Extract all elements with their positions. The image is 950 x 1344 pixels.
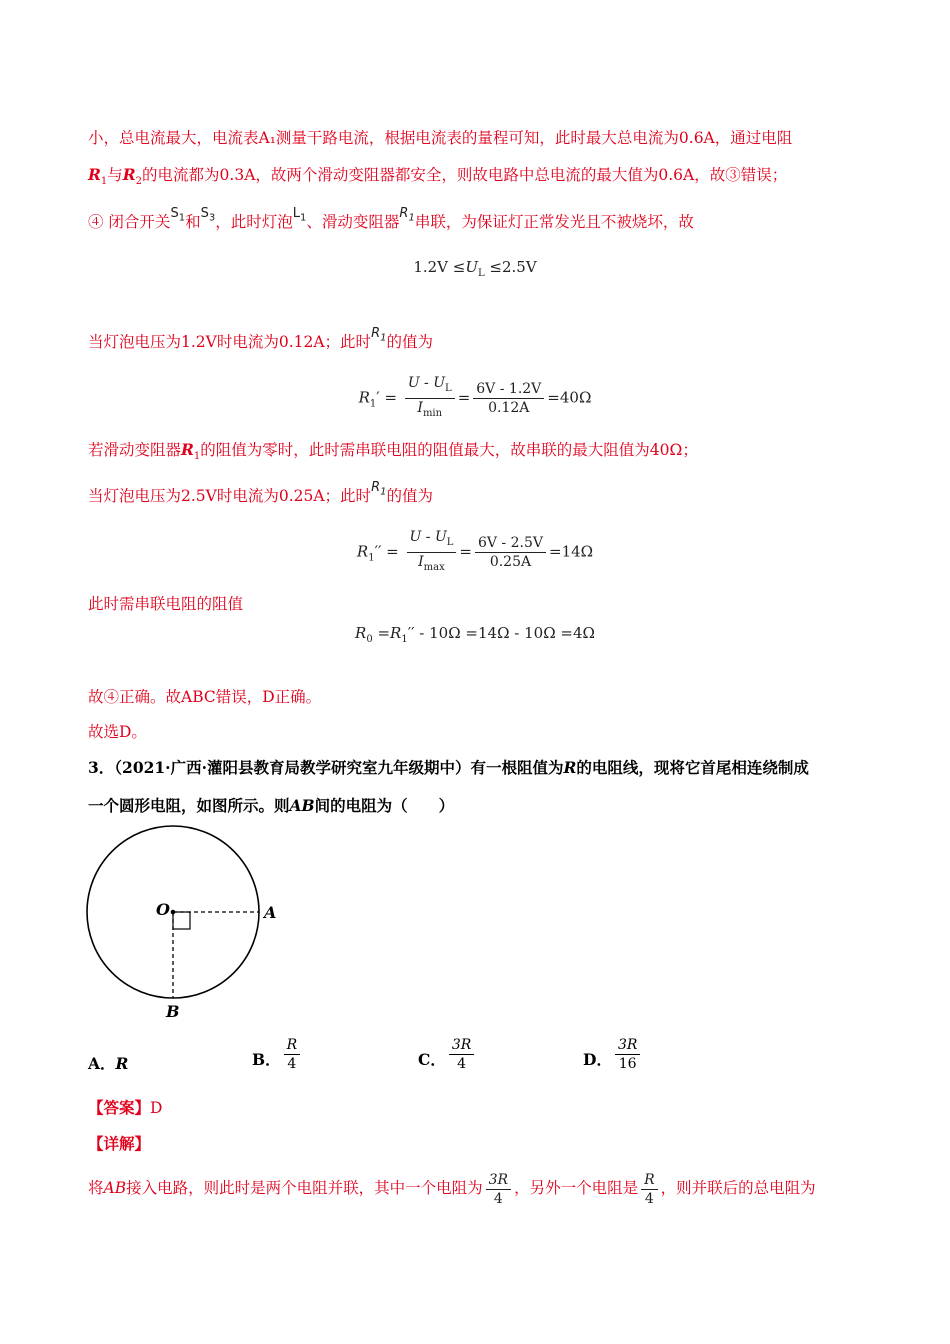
text-line: 此时需串联电阻的阻值	[88, 595, 244, 613]
circle-resistor-figure	[80, 820, 290, 1025]
text: 的值为	[386, 333, 433, 351]
text: 的电阻线，现将它首尾相连绕制成	[576, 758, 809, 777]
text: 的值为	[386, 487, 433, 505]
text: ④ 闭合开关	[88, 213, 171, 231]
equation-r0: $R_0 =R_1'' - 10\Omega =14\Omega - 10\Omega =4\Omega$	[355, 624, 595, 645]
text: ，此时灯泡	[215, 213, 293, 231]
option-c[interactable]: C． $\frac{3R}{4}$	[418, 1036, 477, 1073]
question-stem	[88, 796, 454, 816]
text: 一个圆形电阻，如图所示。则	[88, 796, 290, 815]
subscript: 2	[135, 176, 143, 188]
symbol-r1: R1	[399, 206, 415, 224]
symbol-r1: R1	[371, 326, 387, 344]
text-line: 将AB接入电路，则此时是两个电阻并联，其中一个电阻为 $\frac{3R}{4}$ ，另外一个电阻是 $\frac{R}{4}$ ，则并联后的总电阻为	[88, 1171, 816, 1207]
text-line: 若滑动变阻器$R_1$的阻值为零时，此时需串联电阻的阻值最大，故串联的最大阻值为40Ω；	[88, 440, 698, 463]
text-line	[88, 326, 433, 359]
option-a[interactable]: A．R	[88, 1054, 129, 1073]
answer-value: D	[150, 1099, 163, 1117]
text-line: 小，总电流最大，电流表A₁测量干路电流，根据电流表的量程可知，此时最大总电流为0.6A，通过电阻	[88, 129, 793, 147]
question-stem	[88, 758, 809, 778]
answer-label: 【答案】	[88, 1098, 151, 1117]
text: 和	[185, 213, 201, 231]
equation-inequality: $1.2V \le U_L \le 2.5V$	[413, 258, 537, 279]
symbol-r1: R1	[371, 480, 387, 498]
text-line	[88, 206, 694, 239]
right-angle-mark	[173, 912, 190, 929]
text-line: 故选D。	[88, 723, 147, 741]
symbol-r: R	[122, 165, 136, 184]
text: 当灯泡电压为1.2V时电流为0.12A；此时	[88, 333, 372, 351]
answer-line	[88, 1098, 162, 1118]
detail-label: 【详解】	[88, 1134, 151, 1153]
equation-r1-max: $R_1''$ = $\frac{U - U_L}{I_{max}}$ = $\frac{6V - 2.5V}{0.25A}$ =14Ω	[356, 529, 594, 573]
symbol-s1: S1	[170, 206, 186, 224]
text-line	[88, 480, 433, 513]
text: 当灯泡电压为2.5V时电流为0.25A；此时	[88, 487, 372, 505]
label-a: A	[264, 903, 277, 922]
text: 的电流都为0.3A，故两个滑动变阻器都安全，则故电路中总电流的最大值为0.6A，故③错误；	[142, 166, 788, 184]
text: 串联，为保证灯正常发光且不被烧坏，故	[414, 213, 694, 231]
text: 若滑动变阻器	[88, 441, 182, 459]
question-number: 3．	[88, 758, 115, 777]
label-b: B	[166, 1002, 180, 1021]
text: 的阻值为零时，此时需串联电阻的阻值最大，故串联的最大阻值为40Ω；	[200, 441, 698, 459]
center-point	[171, 910, 176, 915]
equation-r1-min: $R_1'$ = $\frac{U - U_L}{I_{min}}$ = $\frac{6V - 1.2V}{0.12A}$ =40Ω	[358, 375, 592, 419]
symbol-r: R	[88, 165, 101, 184]
text: 间的电阻为（ ）	[314, 796, 455, 815]
option-b[interactable]: B． $\frac{R}{4}$	[252, 1036, 303, 1073]
text-line: 故④正确。故ABC错误，D正确。	[88, 688, 322, 706]
symbol-r: R	[181, 440, 194, 459]
symbol-ab: AB	[289, 796, 315, 815]
symbol-l1: L1	[292, 206, 307, 224]
text: （2021·广西·灌阳县教育局教学研究室九年级期中）有一根阻值为	[114, 758, 564, 777]
subscript: 1	[100, 176, 108, 188]
text-line	[88, 165, 787, 192]
label-o: O	[156, 900, 170, 919]
text: 、滑动变阻器	[306, 213, 400, 231]
option-d[interactable]: D． $\frac{3R}{16}$	[583, 1036, 643, 1073]
symbol-r: R	[563, 758, 577, 777]
text: 与	[107, 166, 123, 184]
symbol-s3: S3	[200, 206, 216, 224]
